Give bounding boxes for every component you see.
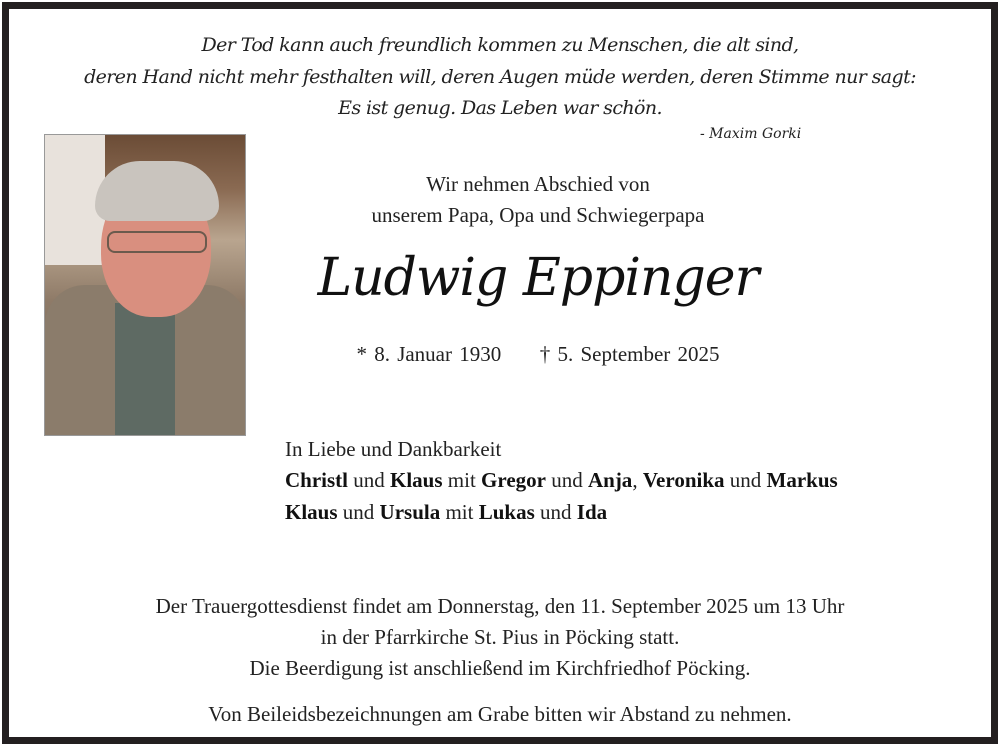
death-date: † 5. September 2025 — [539, 342, 720, 366]
photo-hair — [95, 161, 219, 221]
quote-author: - Maxim Gorki — [700, 126, 802, 142]
connector-text: und — [348, 468, 390, 492]
family-line-2 — [285, 500, 607, 525]
quote-line-2: deren Hand nicht mehr festhalten will, deren Augen müde werden, deren Stimme nur sagt: — [84, 66, 916, 88]
family-member-name: Gregor — [481, 468, 546, 492]
life-dates — [258, 342, 818, 367]
quote-line-1: Der Tod kann auch freundlich kommen zu Menschen, die alt sind, — [201, 34, 799, 56]
connector-text: mit — [440, 500, 479, 524]
service-line-2: in der Pfarrkirche St. Pius in Pöcking statt. — [320, 625, 680, 649]
condolence-note: Von Beileidsbezeichnungen am Grabe bitten wir Abstand zu nehmen. — [208, 702, 792, 726]
connector-text: und — [534, 500, 577, 524]
portrait-photo — [44, 134, 246, 436]
service-line-3: Die Beerdigung ist anschließend im Kirchfriedhof Pöcking. — [249, 656, 751, 680]
family-member-name: Ursula — [379, 500, 441, 524]
photo-glasses — [107, 231, 207, 253]
birth-date: * 8. Januar 1930 — [356, 342, 502, 366]
family-heading: In Liebe und Dankbarkeit — [285, 437, 502, 461]
intro-line-1: Wir nehmen Abschied von — [426, 172, 650, 196]
service-line-1: Der Trauergottesdienst findet am Donnerstag, den 11. September 2025 um 13 Uhr — [155, 594, 845, 618]
family-member-name: Anja — [587, 468, 633, 492]
connector-text: , — [632, 468, 643, 492]
quote-line-3: Es ist genug. Das Leben war schön. — [338, 97, 662, 119]
intro-line-2: unserem Papa, Opa und Schwiegerpapa — [371, 203, 705, 227]
connector-text: und — [724, 468, 767, 492]
family-member-name: Christl — [285, 468, 348, 492]
family-member-name: Lukas — [478, 500, 535, 524]
connector-text: und — [545, 468, 588, 492]
family-member-name: Veronika — [642, 468, 725, 492]
family-member-name: Klaus — [390, 468, 443, 492]
connector-text: mit — [442, 468, 482, 492]
family-member-name: Klaus — [285, 500, 338, 524]
family-line-1 — [285, 468, 838, 493]
family-member-name: Markus — [766, 468, 838, 492]
deceased-name: Ludwig Eppinger — [317, 248, 759, 308]
family-member-name: Ida — [576, 500, 608, 524]
connector-text: und — [337, 500, 380, 524]
photo-shirt — [115, 303, 175, 436]
